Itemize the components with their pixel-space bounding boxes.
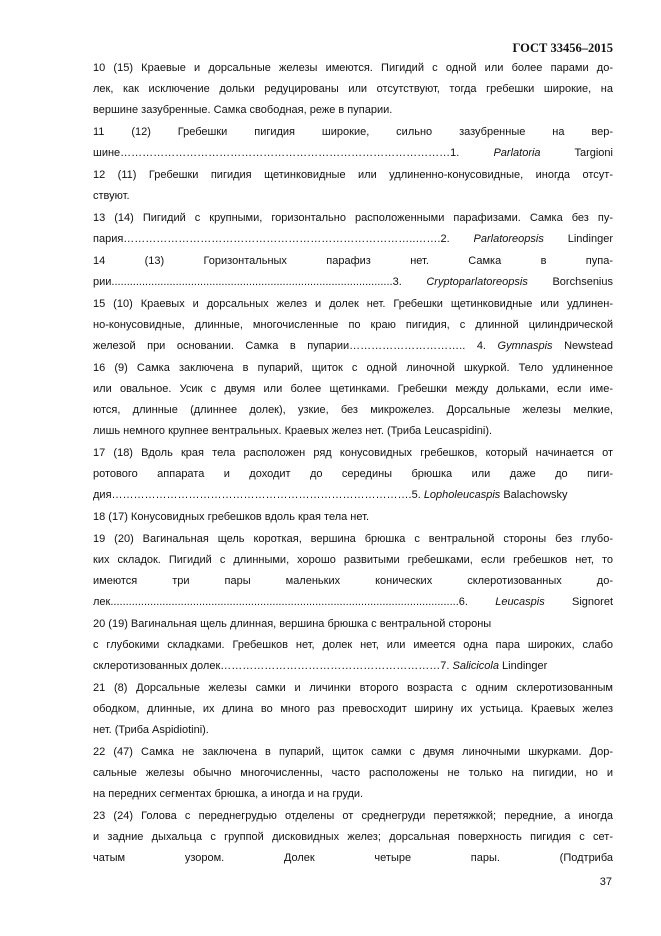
line-text: склеротизованных долек……………………………………………………7. xyxy=(93,660,453,672)
line-text: 19 (20) Вагинальная щель короткая, вершина брюшка с вентральной стороны без глубо- xyxy=(93,533,613,545)
text-line xyxy=(93,443,613,464)
line-text: ротового аппарата и доходит до середины брюшка или даже до пиги- xyxy=(93,468,613,480)
line-text: вершине зазубренные. Самка свободная, реже в пупарии. xyxy=(93,104,393,116)
line-text: но-конусовидные, длинные, многочисленные по краю пигидия, с длинной цилиндрической xyxy=(93,319,613,331)
text-line xyxy=(93,400,613,421)
taxon-name: Salicicola xyxy=(452,660,499,672)
taxon-name: Gymnaspis xyxy=(497,340,553,352)
line-text: 16 (9) Самка заключена в пупарий, щиток с одной линочной шкуркой. Тело удлиненное xyxy=(93,362,613,374)
line-text: 12 (11) Гребешки пигидия щетинковидные или удлиненно-конусовидные, иногда отсут- xyxy=(93,169,613,181)
line-text: нет. (Триба Aspidiotini). xyxy=(93,724,209,736)
line-text: дия……………………………………………………………………….5. xyxy=(93,489,424,501)
text-line xyxy=(93,507,613,528)
taxon-name: Cryptoparlatoreopsis xyxy=(426,276,528,288)
text-line xyxy=(93,550,613,571)
taxon-name: Lopholeucaspis xyxy=(423,489,501,501)
line-text: 14 (13) Горизонтальных парафиз нет. Самка в пупа- xyxy=(93,255,613,267)
text-line xyxy=(93,186,613,207)
line-text: имеются три пары маленьких конических склеротизованных до- xyxy=(93,575,613,587)
text-line xyxy=(93,122,613,143)
text-line xyxy=(93,720,613,741)
text-line xyxy=(93,315,613,336)
line-text: 10 (15) Краевые и дорсальные железы имеются. Пигидий с одной или более парами до- xyxy=(93,62,613,74)
text-line xyxy=(93,251,613,272)
line-text: 22 (47) Самка не заключена в пупарий, щиток самки с двумя линочными шкурками. Дор- xyxy=(93,746,613,758)
line-text: чатым узором. Долек четыре пары. (Подтриба xyxy=(93,852,613,864)
line-text: пария……………………………………………………………………..…….2. xyxy=(93,233,474,245)
text-line xyxy=(93,678,613,699)
text-line xyxy=(93,229,613,250)
text-line xyxy=(93,464,613,485)
line-text: или овальное. Усик с двумя или более щетинками. Гребешки между дольками, если име- xyxy=(93,383,613,395)
taxon-name: Parlatoreopsis xyxy=(473,233,544,245)
taxon-name: Parlatoria xyxy=(493,147,541,159)
text-line xyxy=(93,763,613,784)
line-text: 11 (12) Гребешки пигидия широкие, сильно зазубренные на вер- xyxy=(93,126,613,138)
taxon-author: Newstead xyxy=(552,340,613,352)
line-text: шине………………………………………………………………………………1. xyxy=(93,147,494,159)
line-text: ких складок. Пигидий с длинными, хорошо развитыми гребешками, если гребешков нет, то xyxy=(93,554,613,566)
text-line xyxy=(93,421,613,442)
text-line xyxy=(93,294,613,315)
line-text: железой при основании. Самка в пупарии………………………….. 4. xyxy=(93,340,498,352)
line-text: ются, длинные (длиннее долек), узкие, без микрожелез. Дорсальные железы мелкие, xyxy=(93,404,613,416)
text-line xyxy=(93,806,613,827)
page-number: 37 xyxy=(599,876,612,888)
line-text: 20 (19) Вагинальная щель длинная, вершина брюшка с вентральной стороны xyxy=(93,618,492,630)
text-line xyxy=(93,656,613,677)
text-line xyxy=(93,485,613,506)
document-body xyxy=(93,58,613,869)
line-text: лишь немного крупнее вентральных. Краевых желез нет. (Триба Leucaspidini). xyxy=(93,425,493,437)
text-line xyxy=(93,827,613,848)
text-line xyxy=(93,336,613,357)
line-text: ствуют. xyxy=(93,190,130,202)
taxon-name: Leucaspis xyxy=(495,596,545,608)
text-line xyxy=(93,571,613,592)
text-line xyxy=(93,208,613,229)
text-line xyxy=(93,272,613,293)
taxon-author: Lindinger xyxy=(498,660,548,672)
line-text: 15 (10) Краевых и дорсальных желез и долек нет. Гребешки щетинковидные или удлинен- xyxy=(93,298,613,310)
taxon-author: Targioni xyxy=(540,147,613,159)
text-line xyxy=(93,699,613,720)
text-line xyxy=(93,742,613,763)
document-header: ГОСТ 33456–2015 xyxy=(512,41,613,55)
line-text: ободком, длинные, их длина во много раз превосходит ширину их устьица. Краевых желез xyxy=(93,703,613,715)
text-line xyxy=(93,635,613,656)
line-text: рии............................................................................................3. xyxy=(93,276,427,288)
line-text: 18 (17) Конусовидных гребешков вдоль края тела нет. xyxy=(93,511,370,523)
text-line xyxy=(93,614,613,635)
taxon-author: Borchsenius xyxy=(527,276,613,288)
text-line xyxy=(93,58,613,79)
text-line xyxy=(93,379,613,400)
text-line xyxy=(93,592,613,613)
line-text: и задние дыхальца с группой дисковидных желез; дорсальная поверхность пигидия с сет- xyxy=(93,831,613,843)
text-line xyxy=(93,358,613,379)
line-text: 13 (14) Пигидий с крупными, горизонтально расположенными парафизами. Самка без пу- xyxy=(93,212,613,224)
line-text: лек, как исключение дольки редуцированы или отсутствуют, тогда гребешки широкие, на xyxy=(93,83,613,95)
taxon-author: Lindinger xyxy=(543,233,613,245)
line-text: сальные железы обычно многочисленны, часто расположены не только на пигидии, но и xyxy=(93,767,613,779)
line-text: на передних сегментах брюшка, а иногда и на груди. xyxy=(93,788,364,800)
taxon-author: Signoret xyxy=(544,596,613,608)
text-line xyxy=(93,143,613,164)
line-text: с глубокими складками. Гребешков нет, долек нет, или имеется одна пара широких, слабо xyxy=(93,639,613,651)
line-text: лек..................................................................................................................6. xyxy=(93,596,496,608)
text-line xyxy=(93,100,613,121)
text-line xyxy=(93,848,613,869)
text-line xyxy=(93,529,613,550)
taxon-author: Balachowsky xyxy=(500,489,568,501)
line-text: 21 (8) Дорсальные железы самки и личинки второго возраста с одним склеротизованным xyxy=(93,682,613,694)
text-line xyxy=(93,165,613,186)
text-line xyxy=(93,784,613,805)
line-text: 17 (18) Вдоль края тела расположен ряд конусовидных гребешков, который начинается от xyxy=(93,447,613,459)
line-text: 23 (24) Голова с переднегрудью отделены от среднегруди перетяжкой; передние, а иногда xyxy=(93,810,613,822)
text-line xyxy=(93,79,613,100)
